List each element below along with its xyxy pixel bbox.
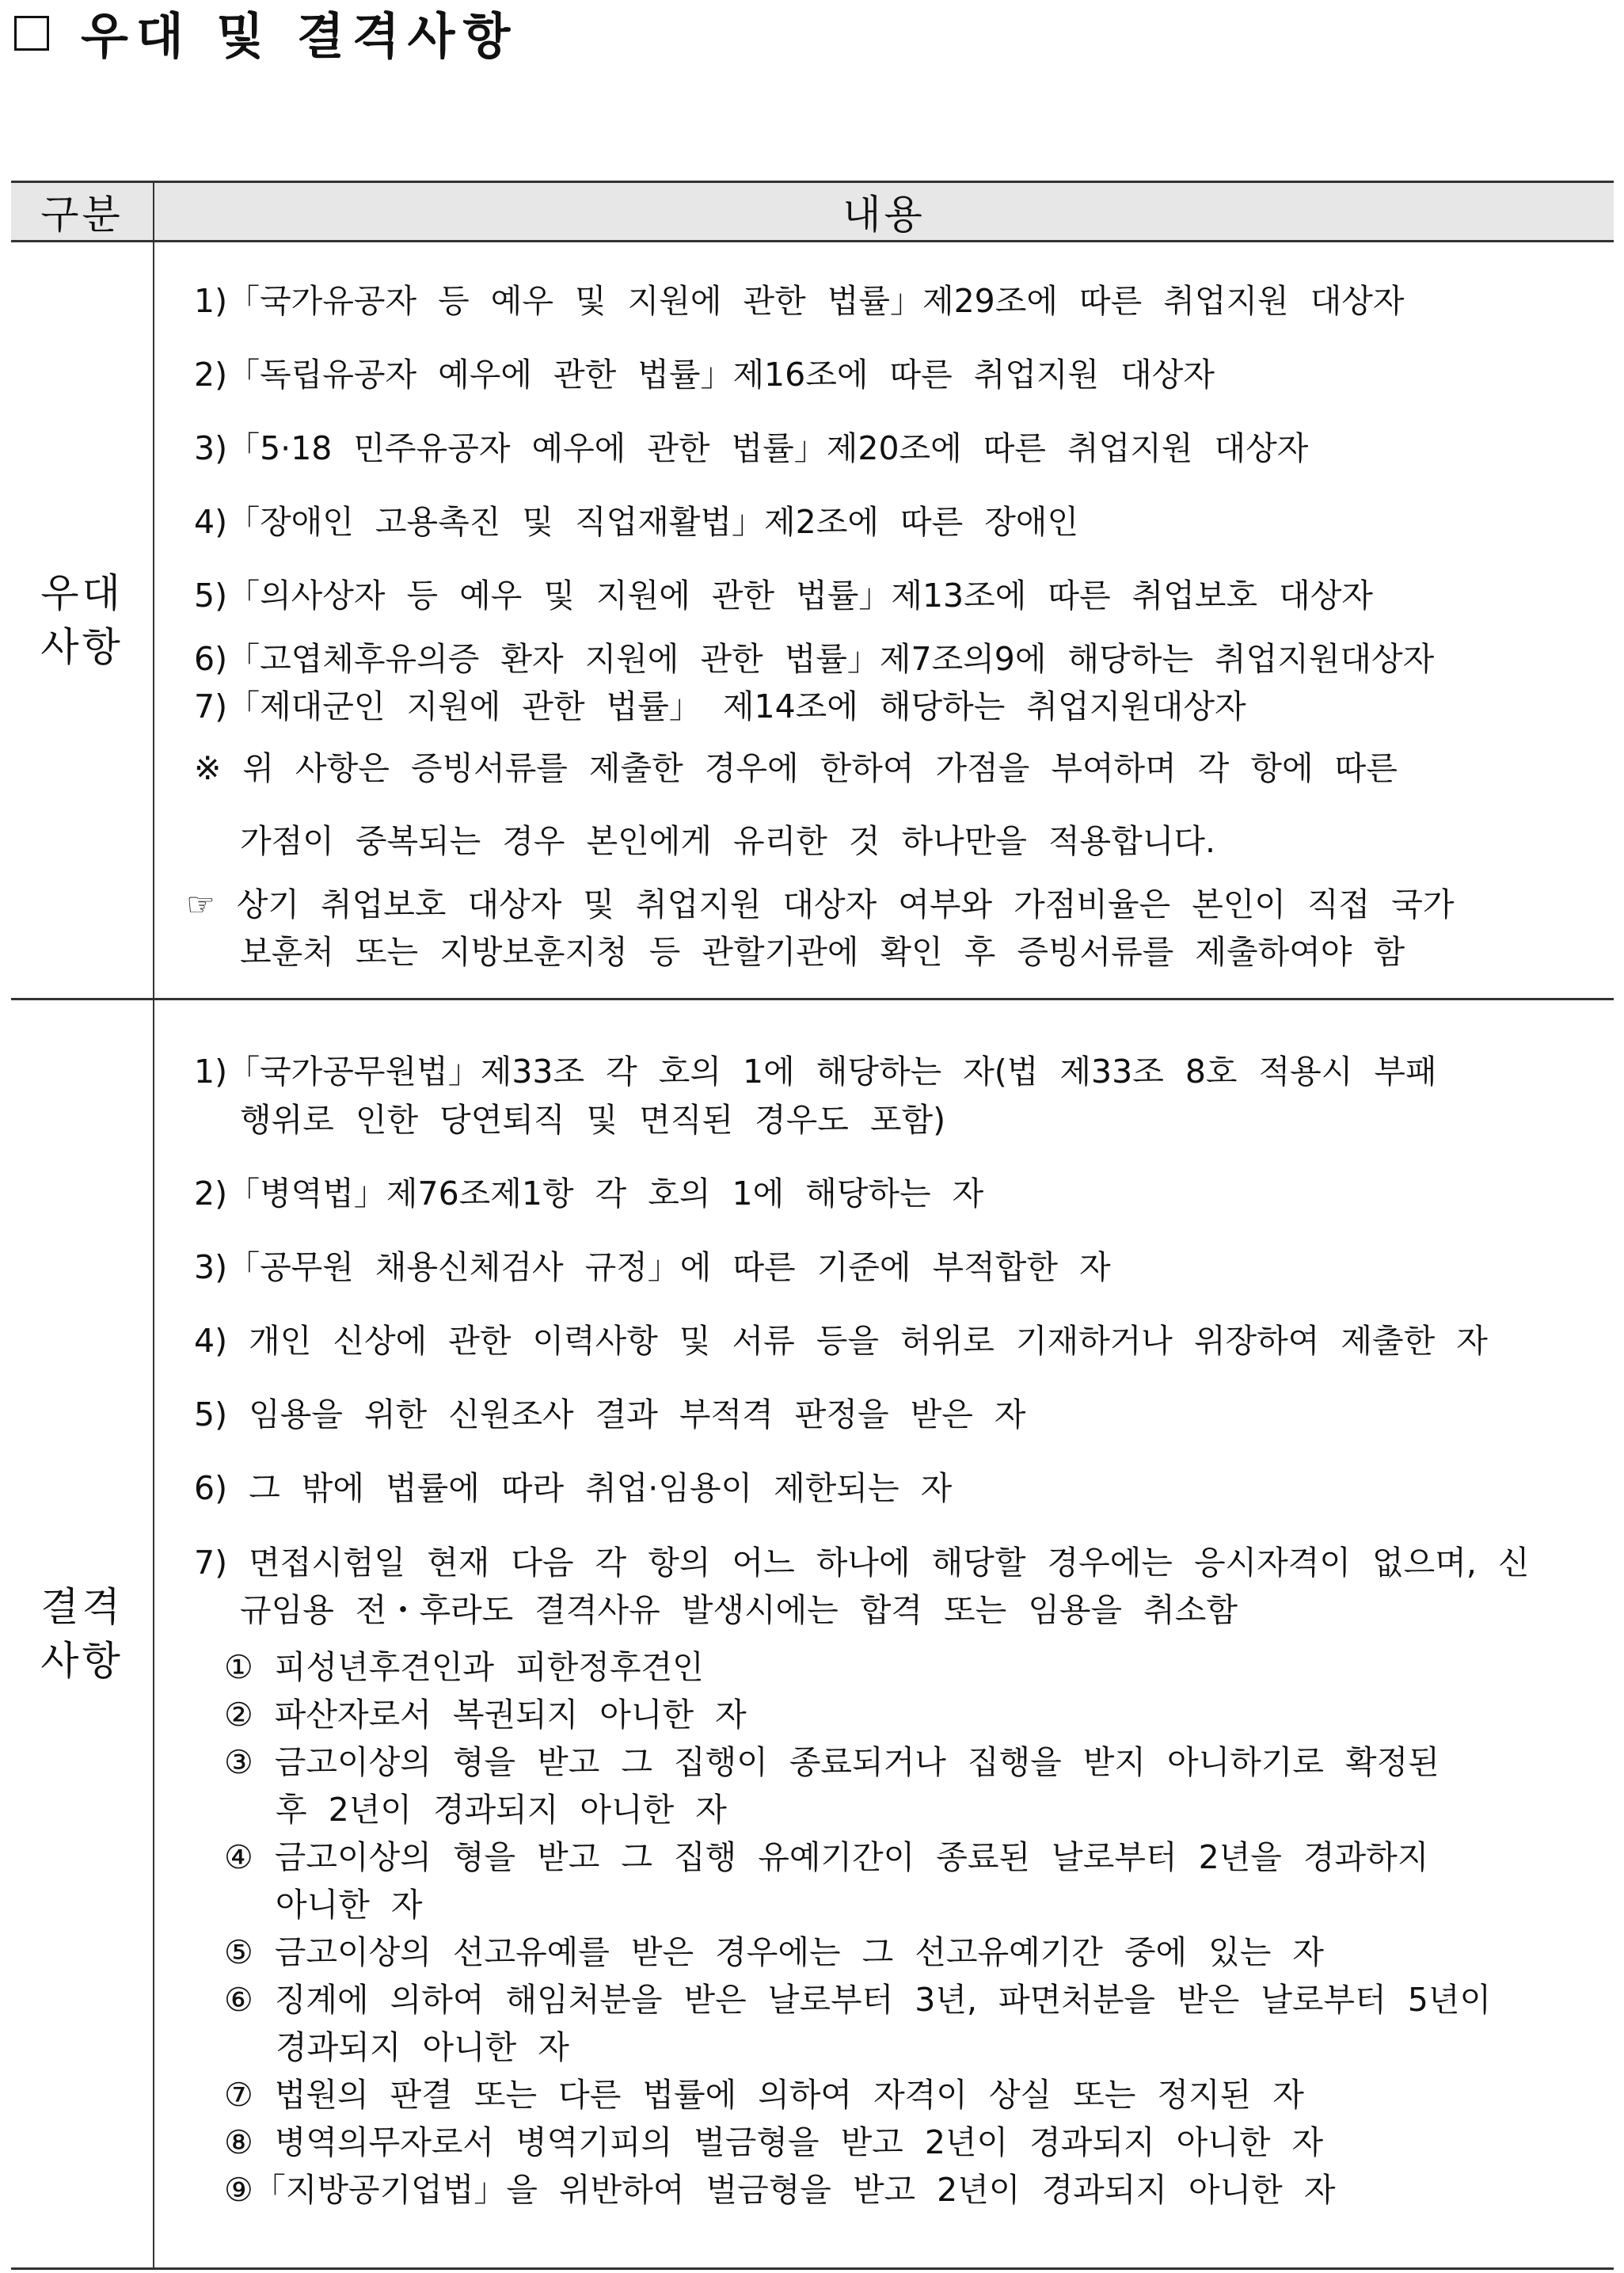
disqualification-item5: 5) 임용을 위한 신원조사 결과 부적격 판정을 받은 자 [194,1395,1026,1433]
preference-note-line2: 가점이 중복되는 경우 본인에게 유리한 것 하나만을 적용합니다. [240,822,1216,860]
preference-item: 3)「5·18 민주유공자 예우에 관한 법률」제20조에 따른 취업지원 대상자 [194,429,1309,467]
disqualification-subitem: ⑧ 병역의무자로서 병역기피의 벌금형을 받고 2년이 경과되지 아니한 자 [224,2123,1324,2161]
disqualification-label-line2: 사항 [40,1638,124,1684]
disqualification-subitem-cont: 경과되지 아니한 자 [276,2028,569,2066]
disqualification-item1-line2: 행위로 인한 당연퇴직 및 면직된 경우도 포함) [240,1101,946,1139]
disqualification-content [154,999,1614,2269]
preference-row [11,242,1614,999]
preference-label [11,242,154,999]
disqualification-item7-line1: 7) 면접시험일 현재 다음 각 항의 어느 하나에 해당할 경우에는 응시자격이 없으며, 신 [194,1544,1530,1582]
preference-label-line1: 우대 [40,570,124,616]
disqualification-subitem: ⑦ 법원의 판결 또는 다른 법률에 의하여 자격이 상실 또는 정지된 자 [224,2076,1304,2114]
section-heading [14,0,518,63]
disqualification-subitem-cont: 후 2년이 경과되지 아니한 자 [276,1791,727,1829]
disqualification-subitem: ② 파산자로서 복권되지 아니한 자 [224,1696,747,1734]
preference-item: 5)「의사상자 등 예우 및 지원에 관한 법률」제13조에 따른 취업보호 대상자 [194,577,1373,615]
disqualification-subitem: ⑨「지방공기업법」을 위반하여 벌금형을 받고 2년이 경과되지 아니한 자 [224,2171,1336,2209]
preference-item: 4)「장애인 고용촉진 및 직업재활법」제2조에 따른 장애인 [194,503,1079,541]
preference-pointer-line2: 보훈처 또는 지방보훈지청 등 관할기관에 확인 후 증빙서류를 제출하여야 함 [240,933,1405,971]
table-header-row [11,182,1614,242]
disqualification-item7-line2: 규임용 전・후라도 결격사유 발생시에는 합격 또는 임용을 취소함 [240,1591,1238,1629]
disqualification-subitem: ⑥ 징계에 의하여 해임처분을 받은 날로부터 3년, 파면처분을 받은 날로부터 5년이 [224,1981,1492,2019]
disqualification-label-line1: 결격 [40,1584,124,1630]
disqualification-item1-line1: 1)「국가공무원법」제33조 각 호의 1에 해당하는 자(법 제33조 8호 적용시 부패 [194,1053,1437,1091]
header-category: 구분 [11,182,154,242]
preference-item: 2)「독립유공자 예우에 관한 법률」제16조에 따른 취업지원 대상자 [194,356,1215,394]
disqualification-subitem: ① 피성년후견인과 피한정후견인 [224,1648,704,1686]
disqualification-item2: 2)「병역법」제76조제1항 각 호의 1에 해당하는 자 [194,1175,984,1213]
disqualification-item4: 4) 개인 신상에 관한 이력사항 및 서류 등을 허위로 기재하거나 위장하여 제출한 자 [194,1322,1488,1360]
disqualification-item6: 6) 그 밖에 법률에 따라 취업·임용이 제한되는 자 [194,1469,953,1507]
requirements-table [11,181,1614,2270]
disqualification-label [11,999,154,2269]
checkbox-icon [14,16,49,51]
disqualification-subitem: ⑤ 금고이상의 선고유예를 받은 경우에는 그 선고유예기간 중에 있는 자 [224,1933,1325,1971]
preference-note-line1: ※ 위 사항은 증빙서류를 제출한 경우에 한하여 가점을 부여하며 각 항에 따른 [194,749,1398,787]
disqualification-row [11,999,1614,2269]
preference-item: 1)「국가유공자 등 예우 및 지원에 관한 법률」제29조에 따른 취업지원 대상자 [194,282,1405,320]
disqualification-subitem: ④ 금고이상의 형을 받고 그 집행 유예기간이 종료된 날로부터 2년을 경과하지 [224,1838,1429,1876]
header-content: 내용 [154,182,1614,242]
disqualification-subitem-cont: 아니한 자 [276,1886,423,1924]
preference-pointer-line1: ☞ 상기 취업보호 대상자 및 취업지원 대상자 여부와 가점비율은 본인이 직접 국가 [186,885,1455,923]
disqualification-subitem: ③ 금고이상의 형을 받고 그 집행이 종료되거나 집행을 받지 아니하기로 확정된 [224,1743,1440,1781]
preference-content [154,242,1614,999]
preference-item: 7)「제대군인 지원에 관한 법률」 제14조에 해당하는 취업지원대상자 [194,687,1246,725]
section-title: 우대 및 결격사항 [81,6,519,65]
preference-item: 6)「고엽체후유의증 환자 지원에 관한 법률」제7조의9에 해당하는 취업지원대상자 [194,640,1435,678]
disqualification-item3: 3)「공무원 채용신체검사 규정」에 따른 기준에 부적합한 자 [194,1248,1111,1286]
preference-label-line2: 사항 [40,624,124,670]
